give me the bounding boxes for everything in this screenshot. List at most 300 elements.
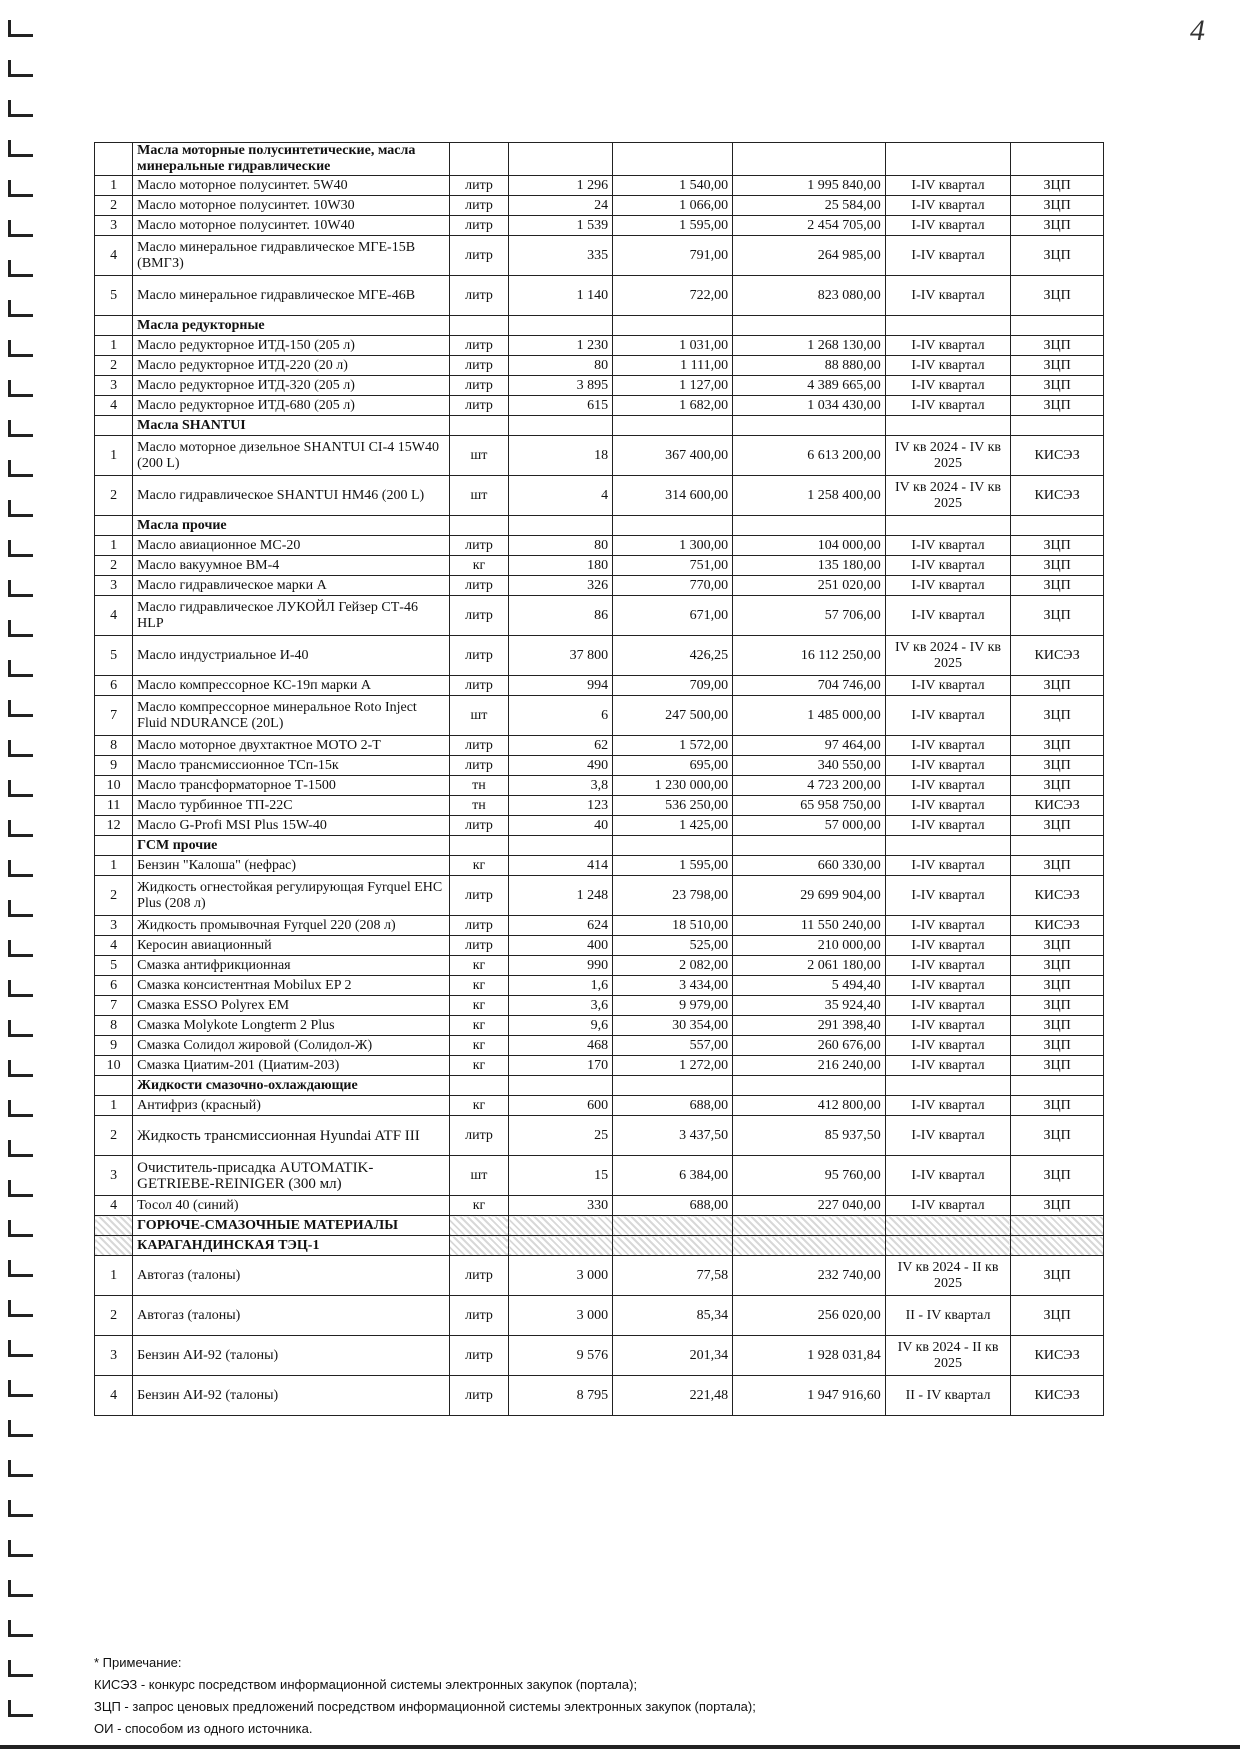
cell-quantity: 62: [509, 736, 613, 756]
cell-quantity: 624: [509, 916, 613, 936]
cell-name: Бензин АИ-92 (талоны): [133, 1336, 449, 1376]
cell-method: ЗЦП: [1011, 1096, 1104, 1116]
empty-cell: [1011, 516, 1104, 536]
cell-price: 1 595,00: [613, 216, 733, 236]
empty-cell: [1011, 1236, 1104, 1256]
cell-quantity: 80: [509, 356, 613, 376]
cell-unit: тн: [449, 776, 509, 796]
cell-sum: 704 746,00: [733, 676, 886, 696]
table-row: [95, 676, 1104, 696]
empty-cell: [885, 516, 1010, 536]
table-row: [95, 216, 1104, 236]
cell-sum: 4 389 665,00: [733, 376, 886, 396]
cell-name: Смазка антифрикционная: [133, 956, 449, 976]
cell-sum: 135 180,00: [733, 556, 886, 576]
cell-price: 688,00: [613, 1196, 733, 1216]
cell-price: 722,00: [613, 276, 733, 316]
cell-unit: кг: [449, 856, 509, 876]
empty-cell: [509, 836, 613, 856]
cell-unit: литр: [449, 176, 509, 196]
binding-mark: [8, 1220, 33, 1237]
cell-price: 1 111,00: [613, 356, 733, 376]
cell-sum: 97 464,00: [733, 736, 886, 756]
binding-mark: [8, 1580, 33, 1597]
empty-cell: [449, 1236, 509, 1256]
cell-quantity: 335: [509, 236, 613, 276]
cell-name: Смазка Циатим-201 (Циатим-203): [133, 1056, 449, 1076]
section-title: Масла редукторные: [133, 316, 449, 336]
cell-quantity: 1 140: [509, 276, 613, 316]
table-row: [95, 996, 1104, 1016]
table-row: [95, 196, 1104, 216]
cell-period: I-IV квартал: [885, 236, 1010, 276]
cell-method: ЗЦП: [1011, 996, 1104, 1016]
binding-strip: [0, 0, 40, 1754]
empty-cell: [449, 143, 509, 176]
cell-quantity: 3,8: [509, 776, 613, 796]
section-header-row: [95, 416, 1104, 436]
table-body: [95, 143, 1104, 1416]
cell-quantity: 180: [509, 556, 613, 576]
binding-mark: [8, 260, 33, 277]
table-row: [95, 856, 1104, 876]
cell-name: Масло трансмиссионное ТСп-15к: [133, 756, 449, 776]
cell-sum: 264 985,00: [733, 236, 886, 276]
cell-period: IV кв 2024 - IV кв 2025: [885, 436, 1010, 476]
empty-cell: [1011, 836, 1104, 856]
empty-cell: [885, 1076, 1010, 1096]
cell-name: Масло компрессорное КС-19п марки А: [133, 676, 449, 696]
cell-quantity: 615: [509, 396, 613, 416]
empty-cell: [509, 416, 613, 436]
footnote-line: КИСЭЗ - конкурс посредством информационной системы электронных закупок (портала);: [94, 1677, 638, 1692]
binding-mark: [8, 1100, 33, 1117]
binding-mark: [8, 1060, 33, 1077]
binding-mark: [8, 1540, 33, 1557]
table-row: [95, 596, 1104, 636]
cell-number: 4: [95, 596, 133, 636]
empty-cell: [95, 1236, 133, 1256]
binding-mark: [8, 180, 33, 197]
cell-number: 2: [95, 356, 133, 376]
cell-period: IV кв 2024 - IV кв 2025: [885, 636, 1010, 676]
cell-name: Масло гидравлическое SHANTUI HM46 (200 L): [133, 476, 449, 516]
binding-mark: [8, 740, 33, 757]
empty-cell: [449, 1076, 509, 1096]
empty-cell: [733, 416, 886, 436]
binding-mark: [8, 1420, 33, 1437]
table-row: [95, 936, 1104, 956]
table-row: [95, 636, 1104, 676]
cell-sum: 251 020,00: [733, 576, 886, 596]
cell-unit: литр: [449, 1376, 509, 1416]
cell-number: 4: [95, 396, 133, 416]
cell-number: 1: [95, 536, 133, 556]
cell-number: 3: [95, 1336, 133, 1376]
empty-cell: [733, 316, 886, 336]
cell-price: 6 384,00: [613, 1156, 733, 1196]
empty-cell: [509, 1236, 613, 1256]
cell-unit: литр: [449, 596, 509, 636]
cell-sum: 660 330,00: [733, 856, 886, 876]
empty-cell: [885, 1236, 1010, 1256]
binding-mark: [8, 340, 33, 357]
cell-unit: кг: [449, 976, 509, 996]
cell-period: I-IV квартал: [885, 596, 1010, 636]
cell-method: ЗЦП: [1011, 556, 1104, 576]
cell-price: 1 595,00: [613, 856, 733, 876]
table-row: [95, 356, 1104, 376]
binding-mark: [8, 380, 33, 397]
footnote-line: ЗЦП - запрос ценовых предложений посредством информационной системы электронных закупок (портала);: [94, 1699, 756, 1714]
cell-number: 11: [95, 796, 133, 816]
cell-sum: 16 112 250,00: [733, 636, 886, 676]
cell-number: 5: [95, 956, 133, 976]
cell-number: 10: [95, 776, 133, 796]
cell-period: IV кв 2024 - II кв 2025: [885, 1256, 1010, 1296]
cell-number: 3: [95, 576, 133, 596]
cell-price: 695,00: [613, 756, 733, 776]
binding-mark: [8, 100, 33, 117]
cell-period: I-IV квартал: [885, 796, 1010, 816]
cell-price: 2 082,00: [613, 956, 733, 976]
table-row: [95, 756, 1104, 776]
cell-quantity: 468: [509, 1036, 613, 1056]
cell-unit: кг: [449, 1016, 509, 1036]
binding-mark: [8, 660, 33, 677]
cell-method: КИСЭЗ: [1011, 876, 1104, 916]
cell-number: 1: [95, 1256, 133, 1296]
cell-method: ЗЦП: [1011, 276, 1104, 316]
empty-cell: [885, 416, 1010, 436]
cell-period: I-IV квартал: [885, 196, 1010, 216]
cell-quantity: 170: [509, 1056, 613, 1076]
cell-quantity: 8 795: [509, 1376, 613, 1416]
empty-cell: [613, 416, 733, 436]
empty-cell: [1011, 143, 1104, 176]
cell-period: I-IV квартал: [885, 816, 1010, 836]
cell-number: 4: [95, 936, 133, 956]
cell-quantity: 3 895: [509, 376, 613, 396]
cell-method: ЗЦП: [1011, 976, 1104, 996]
cell-quantity: 9,6: [509, 1016, 613, 1036]
table-row: [95, 956, 1104, 976]
cell-price: 1 031,00: [613, 336, 733, 356]
empty-cell: [95, 416, 133, 436]
empty-cell: [733, 516, 886, 536]
empty-cell: [1011, 316, 1104, 336]
binding-mark: [8, 980, 33, 997]
cell-method: ЗЦП: [1011, 1056, 1104, 1076]
cell-unit: литр: [449, 236, 509, 276]
cell-sum: 57 000,00: [733, 816, 886, 836]
cell-price: 688,00: [613, 1096, 733, 1116]
cell-period: I-IV квартал: [885, 536, 1010, 556]
cell-quantity: 25: [509, 1116, 613, 1156]
cell-quantity: 990: [509, 956, 613, 976]
cell-unit: кг: [449, 1036, 509, 1056]
cell-unit: литр: [449, 376, 509, 396]
cell-price: 1 682,00: [613, 396, 733, 416]
empty-cell: [885, 316, 1010, 336]
cell-method: ЗЦП: [1011, 956, 1104, 976]
cell-quantity: 414: [509, 856, 613, 876]
cell-sum: 57 706,00: [733, 596, 886, 636]
cell-name: Очиститель-присадка AUTOMATIK-GETRIEBE-REINIGER (300 мл): [133, 1156, 449, 1196]
cell-unit: литр: [449, 576, 509, 596]
cell-unit: шт: [449, 1156, 509, 1196]
table-row: [95, 276, 1104, 316]
cell-price: 367 400,00: [613, 436, 733, 476]
table-row: [95, 696, 1104, 736]
cell-method: КИСЭЗ: [1011, 1336, 1104, 1376]
cell-period: I-IV квартал: [885, 756, 1010, 776]
cell-sum: 65 958 750,00: [733, 796, 886, 816]
cell-sum: 412 800,00: [733, 1096, 886, 1116]
cell-name: Автогаз (талоны): [133, 1296, 449, 1336]
cell-price: 557,00: [613, 1036, 733, 1056]
cell-unit: литр: [449, 736, 509, 756]
cell-period: IV кв 2024 - IV кв 2025: [885, 476, 1010, 516]
cell-name: Масло моторное двухтактное МОТО 2-Т: [133, 736, 449, 756]
table-row: [95, 1256, 1104, 1296]
cell-quantity: 1 230: [509, 336, 613, 356]
cell-method: ЗЦП: [1011, 336, 1104, 356]
empty-cell: [733, 143, 886, 176]
table-row: [95, 336, 1104, 356]
binding-mark: [8, 1300, 33, 1317]
binding-mark: [8, 300, 33, 317]
cell-unit: кг: [449, 1056, 509, 1076]
cell-name: Тосол 40 (синий): [133, 1196, 449, 1216]
cell-method: КИСЭЗ: [1011, 916, 1104, 936]
cell-quantity: 3,6: [509, 996, 613, 1016]
cell-price: 1 540,00: [613, 176, 733, 196]
cell-quantity: 123: [509, 796, 613, 816]
cell-unit: шт: [449, 696, 509, 736]
section-title: Масла моторные полусинтетические, масла минеральные гидравлические: [133, 143, 449, 176]
cell-number: 9: [95, 1036, 133, 1056]
empty-cell: [449, 316, 509, 336]
cell-period: I-IV квартал: [885, 1016, 1010, 1036]
binding-mark: [8, 1260, 33, 1277]
cell-unit: литр: [449, 636, 509, 676]
cell-price: 751,00: [613, 556, 733, 576]
cell-period: I-IV квартал: [885, 356, 1010, 376]
cell-sum: 11 550 240,00: [733, 916, 886, 936]
page-bottom-rule: [0, 1745, 1240, 1749]
cell-price: 77,58: [613, 1256, 733, 1296]
empty-cell: [449, 1216, 509, 1236]
cell-quantity: 1 296: [509, 176, 613, 196]
table-row: [95, 1376, 1104, 1416]
cell-period: I-IV квартал: [885, 956, 1010, 976]
cell-number: 2: [95, 196, 133, 216]
empty-cell: [509, 316, 613, 336]
cell-number: 3: [95, 916, 133, 936]
cell-period: I-IV квартал: [885, 976, 1010, 996]
cell-sum: 25 584,00: [733, 196, 886, 216]
cell-sum: 210 000,00: [733, 936, 886, 956]
cell-number: 4: [95, 236, 133, 276]
binding-mark: [8, 1340, 33, 1357]
cell-price: 3 437,50: [613, 1116, 733, 1156]
cell-period: I-IV квартал: [885, 996, 1010, 1016]
cell-method: ЗЦП: [1011, 936, 1104, 956]
cell-name: Жидкость трансмиссионная Hyundai ATF III: [133, 1116, 449, 1156]
table-row: [95, 1016, 1104, 1036]
cell-method: КИСЭЗ: [1011, 796, 1104, 816]
cell-period: I-IV квартал: [885, 216, 1010, 236]
cell-unit: литр: [449, 1116, 509, 1156]
section-title: Масла SHANTUI: [133, 416, 449, 436]
cell-price: 1 272,00: [613, 1056, 733, 1076]
cell-sum: 2 061 180,00: [733, 956, 886, 976]
cell-sum: 5 494,40: [733, 976, 886, 996]
cell-name: Масло G-Profi MSI Plus 15W-40: [133, 816, 449, 836]
empty-cell: [733, 836, 886, 856]
empty-cell: [509, 516, 613, 536]
cell-name: Бензин АИ-92 (талоны): [133, 1376, 449, 1416]
cell-quantity: 1 248: [509, 876, 613, 916]
cell-unit: литр: [449, 1296, 509, 1336]
cell-quantity: 37 800: [509, 636, 613, 676]
cell-number: 2: [95, 1116, 133, 1156]
cell-method: ЗЦП: [1011, 816, 1104, 836]
cell-sum: 2 454 705,00: [733, 216, 886, 236]
cell-number: 12: [95, 816, 133, 836]
cell-sum: 1 034 430,00: [733, 396, 886, 416]
cell-period: I-IV квартал: [885, 776, 1010, 796]
cell-number: 1: [95, 176, 133, 196]
cell-name: Антифриз (красный): [133, 1096, 449, 1116]
cell-method: ЗЦП: [1011, 1196, 1104, 1216]
cell-quantity: 40: [509, 816, 613, 836]
cell-period: I-IV квартал: [885, 1196, 1010, 1216]
cell-period: I-IV квартал: [885, 376, 1010, 396]
section-title: Жидкости смазочно-охлаждающие: [133, 1076, 449, 1096]
cell-name: Масло минеральное гидравлическое МГЕ-46В: [133, 276, 449, 316]
cell-sum: 85 937,50: [733, 1116, 886, 1156]
section-title: Масла прочие: [133, 516, 449, 536]
empty-cell: [95, 1216, 133, 1236]
cell-unit: литр: [449, 196, 509, 216]
section-header-row: [95, 1216, 1104, 1236]
cell-unit: литр: [449, 1256, 509, 1296]
cell-sum: 260 676,00: [733, 1036, 886, 1056]
empty-cell: [509, 1216, 613, 1236]
cell-unit: кг: [449, 1096, 509, 1116]
cell-name: Смазка ESSO Polyrex EM: [133, 996, 449, 1016]
cell-method: КИСЭЗ: [1011, 636, 1104, 676]
cell-method: ЗЦП: [1011, 596, 1104, 636]
table-row: [95, 916, 1104, 936]
cell-price: 1 300,00: [613, 536, 733, 556]
table-row: [95, 1036, 1104, 1056]
cell-sum: 1 928 031,84: [733, 1336, 886, 1376]
table-row: [95, 816, 1104, 836]
cell-price: 536 250,00: [613, 796, 733, 816]
binding-mark: [8, 1460, 33, 1477]
cell-method: ЗЦП: [1011, 676, 1104, 696]
cell-sum: 29 699 904,00: [733, 876, 886, 916]
cell-name: Смазка консистентная Mobilux EP 2: [133, 976, 449, 996]
binding-mark: [8, 1500, 33, 1517]
cell-period: I-IV квартал: [885, 276, 1010, 316]
empty-cell: [885, 143, 1010, 176]
cell-quantity: 994: [509, 676, 613, 696]
binding-mark: [8, 1380, 33, 1397]
section-header-row: [95, 143, 1104, 176]
cell-sum: 291 398,40: [733, 1016, 886, 1036]
cell-number: 1: [95, 436, 133, 476]
empty-cell: [885, 836, 1010, 856]
cell-unit: кг: [449, 996, 509, 1016]
cell-name: Автогаз (талоны): [133, 1256, 449, 1296]
cell-sum: 1 258 400,00: [733, 476, 886, 516]
section-header-row: [95, 1236, 1104, 1256]
empty-cell: [1011, 1076, 1104, 1096]
cell-unit: литр: [449, 396, 509, 416]
binding-mark: [8, 140, 33, 157]
cell-name: Масло минеральное гидравлическое МГЕ-15В (ВМГЗ): [133, 236, 449, 276]
cell-period: I-IV квартал: [885, 1096, 1010, 1116]
table-row: [95, 1296, 1104, 1336]
cell-period: I-IV квартал: [885, 396, 1010, 416]
cell-number: 9: [95, 756, 133, 776]
cell-unit: литр: [449, 816, 509, 836]
cell-price: 3 434,00: [613, 976, 733, 996]
cell-number: 7: [95, 696, 133, 736]
table-row: [95, 1116, 1104, 1156]
binding-mark: [8, 1020, 33, 1037]
cell-method: ЗЦП: [1011, 1296, 1104, 1336]
cell-quantity: 6: [509, 696, 613, 736]
empty-cell: [733, 1236, 886, 1256]
cell-number: 3: [95, 1156, 133, 1196]
cell-method: ЗЦП: [1011, 396, 1104, 416]
table-row: [95, 476, 1104, 516]
cell-sum: 95 760,00: [733, 1156, 886, 1196]
cell-unit: кг: [449, 1196, 509, 1216]
empty-cell: [449, 516, 509, 536]
cell-price: 1 066,00: [613, 196, 733, 216]
binding-mark: [8, 780, 33, 797]
empty-cell: [885, 1216, 1010, 1236]
cell-sum: 1 268 130,00: [733, 336, 886, 356]
empty-cell: [613, 143, 733, 176]
cell-quantity: 1,6: [509, 976, 613, 996]
cell-quantity: 3 000: [509, 1296, 613, 1336]
cell-number: 1: [95, 336, 133, 356]
cell-period: I-IV квартал: [885, 1156, 1010, 1196]
cell-number: 5: [95, 276, 133, 316]
cell-period: II - IV квартал: [885, 1376, 1010, 1416]
empty-cell: [1011, 1216, 1104, 1236]
cell-name: Масло вакуумное ВМ-4: [133, 556, 449, 576]
cell-sum: 6 613 200,00: [733, 436, 886, 476]
cell-number: 8: [95, 736, 133, 756]
section-header-row: [95, 836, 1104, 856]
cell-unit: литр: [449, 336, 509, 356]
cell-number: 4: [95, 1196, 133, 1216]
table-row: [95, 976, 1104, 996]
empty-cell: [733, 1216, 886, 1236]
binding-mark: [8, 620, 33, 637]
section-header-row: [95, 1076, 1104, 1096]
cell-name: Смазка Molykote Longterm 2 Plus: [133, 1016, 449, 1036]
cell-quantity: 80: [509, 536, 613, 556]
